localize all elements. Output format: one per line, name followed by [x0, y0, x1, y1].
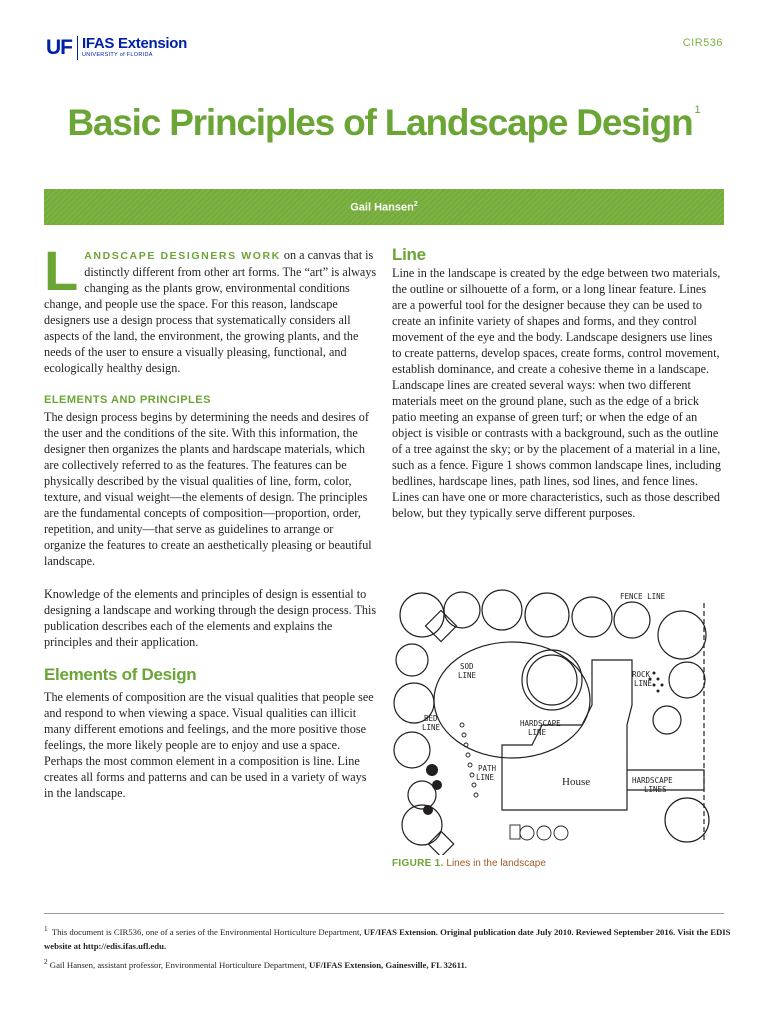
tree — [482, 590, 522, 630]
author-banner — [44, 189, 724, 225]
logo-university: UNIVERSITY of FLORIDA — [82, 52, 153, 58]
label-path: PATH — [478, 764, 497, 773]
label-rock: ROCK — [632, 670, 651, 679]
footnote-divider — [44, 913, 724, 914]
heading-line: Line — [392, 245, 426, 264]
path-stones — [460, 723, 478, 797]
lead-in-caps: ANDSCAPE DESIGNERS WORK — [84, 250, 281, 262]
landscape-lines-figure — [392, 585, 722, 855]
tree — [669, 662, 705, 698]
tree — [402, 805, 442, 845]
footnote-1: $^1$ This document is CIR536, one of a series of the Environmental Horticulture Department, UF/IFAS Extension. Original publication date July 2010. Reviewed September 2016. Visit the EDIS website at http://edis.ifas.ufl.edu. — [44, 925, 731, 951]
label-fence-line: FENCE LINE — [620, 592, 666, 601]
shrub-row — [510, 825, 568, 840]
elements-paragraph: The elements of composition are the visual qualities that people see and respond to when viewing a space. Visual qualities can illicit many different emotions and feelings, and the more positive those feelings, the more likely people are to enjoy and use a space. Perhaps the most common element in a composition is line. Line creates all forms and patterns and can be used in a variety of ways in the landscape. — [44, 690, 374, 800]
figure-caption: FIGURE 1. Lines in the landscape — [392, 858, 546, 869]
figure-caption-label: FIGURE 1. — [392, 858, 444, 869]
tree — [653, 706, 681, 734]
right-column — [392, 247, 722, 521]
tree — [444, 592, 480, 628]
label-bed-line: LINE — [422, 723, 441, 732]
tree — [572, 597, 612, 637]
left-column — [44, 239, 378, 801]
label-hardscape-lines: LINES — [644, 785, 667, 794]
label-house: House — [562, 776, 591, 788]
tree — [658, 611, 706, 659]
design-process-paragraph: The design process begins by determining the needs and desires of the user and the conditions of the site. With this information, the designer then organizes the plants and hardscape materials, which are collectively referred to as the features. The features can be physically described by the visual qualities of line, form, color, texture, and visual weight—the elements of design. The principles are the fundamental concepts of composition—proportion, order, repetition, and unity—that serve as guidelines to arrange or organize the features to create an aesthetically pleasing or beautiful landscape. — [44, 410, 372, 568]
footnote-2: $^2$ Gail Hansen, assistant professor, Environmental Horticulture Department, UF/IFAS Extension, Gainesville, FL 32611. — [44, 957, 467, 970]
footnote-1-bold[interactable]: UF/IFAS Extension. Original publication date July 2010. Reviewed September 2016. Visit the EDIS website at http://edis.ifas.ufl.edu. — [44, 926, 731, 951]
patio-circle — [522, 650, 582, 710]
logo-divider — [77, 36, 78, 60]
line-paragraph: Line in the landscape is created by the edge between two materials, the outline or silhouette of a form, or a long linear feature. Lines are a powerful tool for the designer because they can be used to create an infinite variety of shapes and forms, and they control movement of the eye and the body. Landscape designers use lines to create patterns, develop spaces, create forms, control movement, establish dominance, and create a cohesive theme in a landscape. Landscape lines are created several ways: when two different materials meet on the ground plane, such as the edge of a brick patio meeting an expanse of green turf; or when the edge of an object is visible or contrasts with a background, such as the outline of a tree against the sky; or by the placement of a material in a line, such as a fence. Figure 1 shows common landscape lines, including bedlines, hardscape lines, path lines, sod lines, and fence lines. Lines can have one or more characteristics, such as those described below, but they typically serve different purposes. — [392, 266, 721, 520]
label-hardscape-line: LINE — [528, 728, 547, 737]
logo-uf: UF — [46, 36, 72, 59]
tree — [400, 593, 444, 637]
label-sod: SOD — [460, 662, 474, 671]
label-hardscape-2: HARDSCAPE — [632, 776, 673, 785]
tree — [394, 732, 430, 768]
author-name: Gail Hansen$^2$ — [350, 200, 418, 214]
planter — [428, 831, 453, 855]
author-footnote-ref[interactable]: 2 — [413, 200, 418, 208]
tree — [614, 602, 650, 638]
knowledge-paragraph: Knowledge of the elements and principles of design is essential to designing a landscape and working through the design process. This publication describes each of the elements and explains the principles and their application. — [44, 587, 377, 649]
tree — [396, 644, 428, 676]
heading-elements-of-design: Elements of Design — [44, 665, 197, 684]
label-rock-line: LINE — [634, 679, 653, 688]
patio-circle-inner — [527, 655, 577, 705]
ifas-logo — [46, 36, 187, 62]
title-footnote-ref[interactable]: 1 — [694, 104, 701, 116]
tree — [665, 798, 709, 842]
label-hardscape: HARDSCAPE — [520, 719, 561, 728]
label-path-line: LINE — [476, 773, 495, 782]
heading-elements-and-principles: ELEMENTS AND PRINCIPLES — [44, 394, 211, 406]
intro-paragraph: LANDSCAPE DESIGNERS WORK on a canvas that is distinctly different from other art forms. The “art” is always changing as the plants grow, environmental conditions change, and people use the space. For this reason, landscape designers use a design process that systematically considers all aspects of the land, the environment, the growing plants, and the needs of the user to ensure a visually pleasing, functional, and ecologically healthy design. — [44, 239, 377, 375]
publication-number: CIR536 — [682, 37, 723, 49]
tree — [525, 593, 569, 637]
label-sod-line: LINE — [458, 671, 477, 680]
logo-ifas-extension: IFAS Extension — [82, 35, 187, 52]
drop-cap: L — [44, 239, 79, 302]
label-bed: BED — [424, 714, 438, 723]
footnotes — [44, 922, 744, 974]
page-title: Basic Principles of Landscape Design $^1$ — [67, 102, 701, 143]
